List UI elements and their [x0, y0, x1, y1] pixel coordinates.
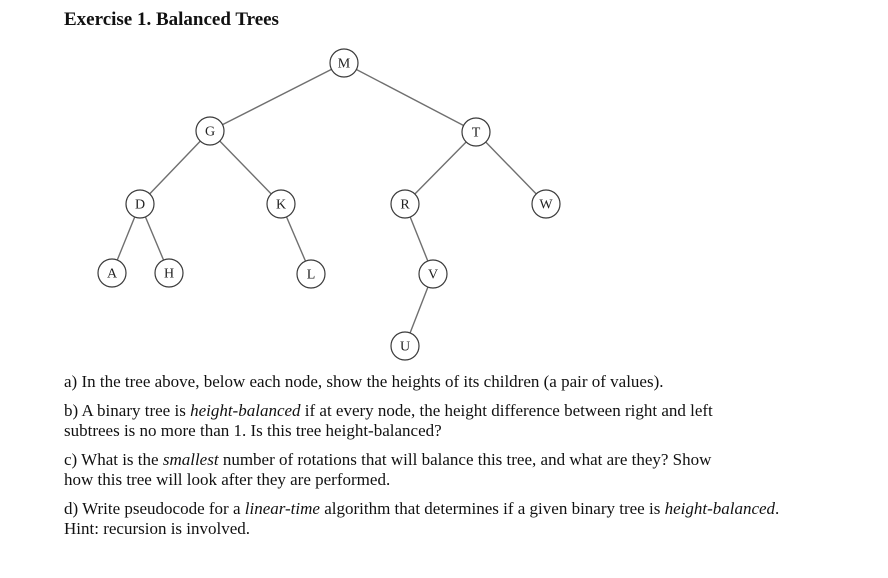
- tree-edge-t-r: [405, 132, 476, 204]
- question-d-line2: Hint: recursion is involved.: [64, 519, 251, 538]
- question-d-text-end: .: [775, 499, 780, 518]
- tree-node-label: L: [306, 267, 316, 283]
- tree-node-r: [391, 190, 419, 218]
- question-d: [64, 499, 864, 539]
- tree-nodes: [98, 49, 560, 360]
- question-a-text: a) In the tree above, below each node, show the heights of its children (a pair of values).: [64, 372, 664, 391]
- tree-node-u: [391, 332, 419, 360]
- tree-node-label: D: [134, 197, 146, 213]
- tree-node-label: W: [539, 197, 553, 213]
- question-c-text-before: c) What is the: [64, 450, 163, 469]
- tree-node-k: [267, 190, 295, 218]
- question-c: [64, 450, 864, 490]
- tree-node-g: [196, 117, 224, 145]
- tree-edge-m-t: [344, 63, 476, 132]
- question-c-text-after: number of rotations that will balance this tree, and what are they? Show: [218, 450, 712, 469]
- question-c-line2: how this tree will look after they are performed.: [64, 470, 391, 489]
- tree-edges: [112, 63, 546, 346]
- tree-node-l: [297, 260, 325, 288]
- question-d-text-before: d) Write pseudocode for a: [64, 499, 245, 518]
- tree-node-m: [330, 49, 358, 77]
- tree-node-label: A: [106, 266, 118, 282]
- question-b-text-before: b) A binary tree is: [64, 401, 191, 420]
- exercise-title: Exercise 1. Balanced Trees: [64, 9, 279, 30]
- tree-node-t: [462, 118, 490, 146]
- tree-node-label: R: [400, 197, 410, 213]
- tree-node-label: K: [275, 197, 287, 213]
- question-d-emphasis-2: height-balanced: [664, 499, 776, 518]
- question-a: [64, 372, 864, 392]
- question-b: [64, 401, 864, 441]
- tree-edge-g-k: [210, 131, 281, 204]
- tree-edge-m-g: [210, 63, 344, 131]
- question-b-text-after: if at every node, the height difference between right and left: [300, 401, 713, 420]
- question-b-line2: subtrees is no more than 1. Is this tree height-balanced?: [64, 421, 442, 440]
- tree-edge-g-d: [140, 131, 210, 204]
- tree-node-a: [98, 259, 126, 287]
- tree-node-label: U: [399, 339, 411, 355]
- questions-section: [64, 372, 864, 548]
- tree-node-d: [126, 190, 154, 218]
- tree-node-v: [419, 260, 447, 288]
- tree-node-label: H: [163, 266, 175, 282]
- tree-edge-t-w: [476, 132, 546, 204]
- tree-node-label: V: [427, 267, 439, 283]
- tree-node-w: [532, 190, 560, 218]
- tree-node-label: M: [337, 56, 351, 72]
- question-d-text-after: algorithm that determines if a given binary tree is: [319, 499, 665, 518]
- question-c-emphasis: smallest: [162, 450, 219, 469]
- tree-node-h: [155, 259, 183, 287]
- question-b-emphasis: height-balanced: [190, 401, 301, 420]
- tree-node-label: G: [204, 124, 216, 140]
- question-d-emphasis: linear-time: [244, 499, 320, 518]
- tree-node-label: T: [471, 125, 481, 141]
